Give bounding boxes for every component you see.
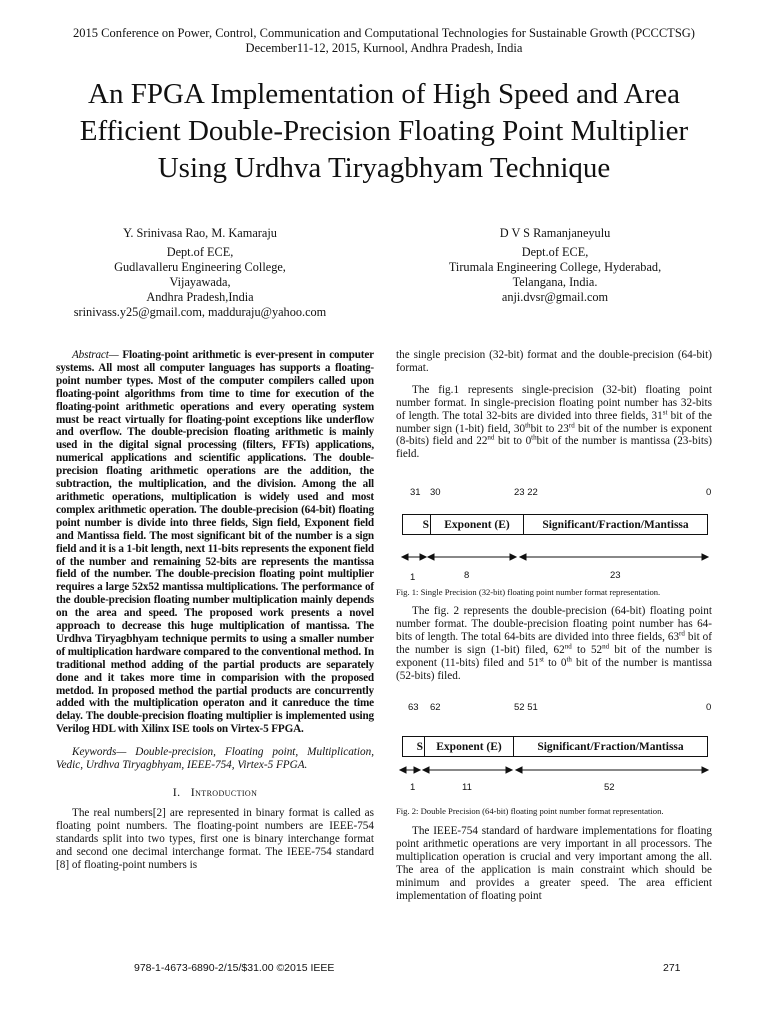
author-email-right[interactable]: anji.dvsr@gmail.com	[501, 290, 609, 304]
fig2-bit-label: 62	[430, 702, 441, 713]
fig2-width-arrows	[398, 763, 712, 777]
affiliation-state-left: Andhra Pradesh,India	[146, 290, 254, 304]
fig2-width-label: 52	[604, 782, 615, 793]
fig1-bit-label: 23 22	[514, 487, 538, 498]
affiliation-dept-left: Dept.of ECE,	[166, 245, 234, 259]
affiliation-college-right: Tirumala Engineering College, Hyderabad,	[448, 260, 662, 274]
author-block-left	[40, 226, 360, 320]
fig1-caption: Fig. 1: Single Precision (32-bit) floating point number format representation.	[396, 587, 661, 597]
affiliation-city-left: Vijayawada,	[169, 275, 231, 289]
affiliation-college-left: Gudlavalleru Engineering College,	[114, 260, 286, 274]
fig1-exponent-field: Exponent (E)	[431, 515, 524, 534]
affiliation-state-right: Telangana, India.	[512, 275, 598, 289]
fig1-width-label: 8	[464, 570, 470, 581]
fig1-description: The fig.1 represents single-precision (32-bit) floating point number format. In single-precision floating point number has 32-bits of length. The total 32-bits are divided into three fields, 31st bit of the number sign (1-bit) field, 30thbit to 23rd bit of the number is exponent (8-bits) field and 22nd bit to 0thbit of the number is mantissa (23-bits) field.	[396, 383, 713, 461]
fig1-bit-label: 0	[706, 487, 712, 498]
fig2-caption: Fig. 2: Double Precision (64-bit) floating point number format representation.	[396, 806, 664, 816]
fig2-bit-label: 0	[706, 702, 712, 713]
fig2-bit-label: 52 51	[514, 702, 538, 713]
fig1-width-label: 23	[610, 570, 621, 581]
author-names-left: Y. Srinivasa Rao, M. Kamaraju	[123, 226, 277, 240]
fig2-format-box	[402, 736, 708, 757]
conference-line-2: December11-12, 2015, Kurnool, Andhra Pradesh, India	[245, 41, 523, 55]
right-column-top	[396, 349, 712, 461]
title-line-2: Efficient Double-Precision Floating Point Multiplier	[79, 115, 689, 147]
author-names-right: D V S Ramanjaneyulu	[499, 226, 611, 240]
continued-paragraph: the single precision (32-bit) format and the double-precision (64-bit) format.	[396, 349, 712, 374]
page-number: 271	[663, 962, 681, 974]
conference-header	[30, 26, 738, 56]
fig2-width-label: 1	[410, 782, 416, 793]
title-line-1: An FPGA Implementation of High Speed and Area	[88, 78, 680, 110]
footer-isbn: 978-1-4673-6890-2/15/$31.00 ©2015 IEEE	[134, 962, 335, 974]
fig2-description: The fig. 2 represents the double-precision (64-bit) floating point number format. The double-precision floating point number has 64-bits of length. The total 64-bits are divided into three fields, 63rd bit of the number is sign (1-bit) filed, 62nd to 52nd bit of the number is exponent (11-bits) filed and 51st to 0th bit of the number is mantissa (52-bits) filed.	[396, 605, 712, 682]
fig1-sign-field: S	[403, 515, 431, 534]
right-column-mid	[396, 605, 712, 682]
paper-title	[30, 76, 738, 187]
intro-paragraph: The real numbers[2] are represented in binary format is called as floating point numbers. The floating-point numbers are IEEE-754 standards split into two types, first one is binary interchange format and second one decimal interchange format. The IEEE-754 standard [8] of floating-point numbers is	[56, 806, 374, 871]
abstract-label: Abstract—	[72, 349, 119, 361]
fig2-exponent-field: Exponent (E)	[425, 737, 514, 756]
section-heading	[56, 786, 374, 799]
fig2-bit-label: 63	[408, 702, 419, 713]
fig1-width-label: 1	[410, 572, 416, 583]
abstract	[56, 349, 374, 736]
title-line-3: Using Urdhva Tiryagbhyam Technique	[157, 152, 611, 184]
right-column-bottom	[396, 825, 712, 902]
affiliation-dept-right: Dept.of ECE,	[521, 245, 589, 259]
conference-line-1: 2015 Conference on Power, Control, Communication and Computational Technologies for Sustainable Growth (PCCCTSG)	[73, 26, 695, 40]
author-email-left[interactable]: srinivass.y25@gmail.com, madduraju@yahoo.com	[73, 305, 327, 319]
section-title: Introduction	[190, 785, 258, 799]
fig2-sign-field: S	[403, 737, 425, 756]
keywords: Keywords— Double-precision, Floating point, Multiplication, Vedic, Urdhva Tiryagbhyam, IEEE-754, Virtex-5 FPGA.	[56, 746, 374, 772]
abstract-text: Floating-point arithmetic is ever-present in computer systems. All most all computer languages has supports a floating-point number types. Most of the computer compilers called upon floating-point algorithms from time to time for execution of the floating-point arithmetic operations and every operating system must be react virtually for floating-point exceptions like underflow and overflow. The double-precision floating arithmetic is mainly used in the digital signal processing (filters, FFTs) applications, numerical applications and scientific applications. The double-precision floating arithmetic operations are the addition, the subtraction, the multiplication, and the division. Among the all arithmetic operations, multiplication is widely used and most complex arithmetic operation. The double-precision (64-bit) floating point number is divide into three fields, Sign field, Exponent field and Mantissa field. The most significant bit of the number is a sign field and it is a 1-bit length, next 11-bits represents the exponent field of the number and remaining 52-bits are represents the mantissa field of the number. The double-precision floating point multiplier requires a large 52x52 mantissa multiplications. The performance of the double-precision floating number multiplication mainly depends on the area and speed. The proposed work presents a novel approach to decrease this huge multiplication of mantissa. The Urdhva Tiryagbhyam technique permits to using a smaller number of multiplication hardware compared to the conventional method. In traditional method adding of the partial products are separately done and it takes more time in comparision with the proposed metdod. In proposed method the partial products are concurrently added with the multiplication operaton and it canreduce the time delay. The double-precision floating multiplier is implemented using Verilog HDL with Xilinx ISE tools on Virtex-5 FPGA.	[56, 349, 374, 736]
author-block-right	[400, 226, 710, 305]
left-column	[56, 349, 374, 871]
fig2-width-label: 11	[462, 782, 472, 793]
fig2-mantissa-field: Significant/Fraction/Mantissa	[537, 740, 684, 753]
fig1-bit-label: 30	[430, 487, 441, 498]
ieee-paragraph: The IEEE-754 standard of hardware implementations for floating point arithmetic operations are very important in all processors. The multiplication operation is crucial and very important among the all. The area of the application is main constraint which should be minimum and provides a greater speed. The area efficient implementation of floating point	[396, 825, 712, 902]
section-number: I.	[172, 785, 181, 799]
fig1-width-arrows	[400, 550, 712, 564]
fig1-mantissa-field: Significant/Fraction/Mantissa	[542, 518, 689, 531]
fig1-bit-label: 31	[410, 487, 421, 498]
fig1-format-box	[402, 514, 708, 535]
